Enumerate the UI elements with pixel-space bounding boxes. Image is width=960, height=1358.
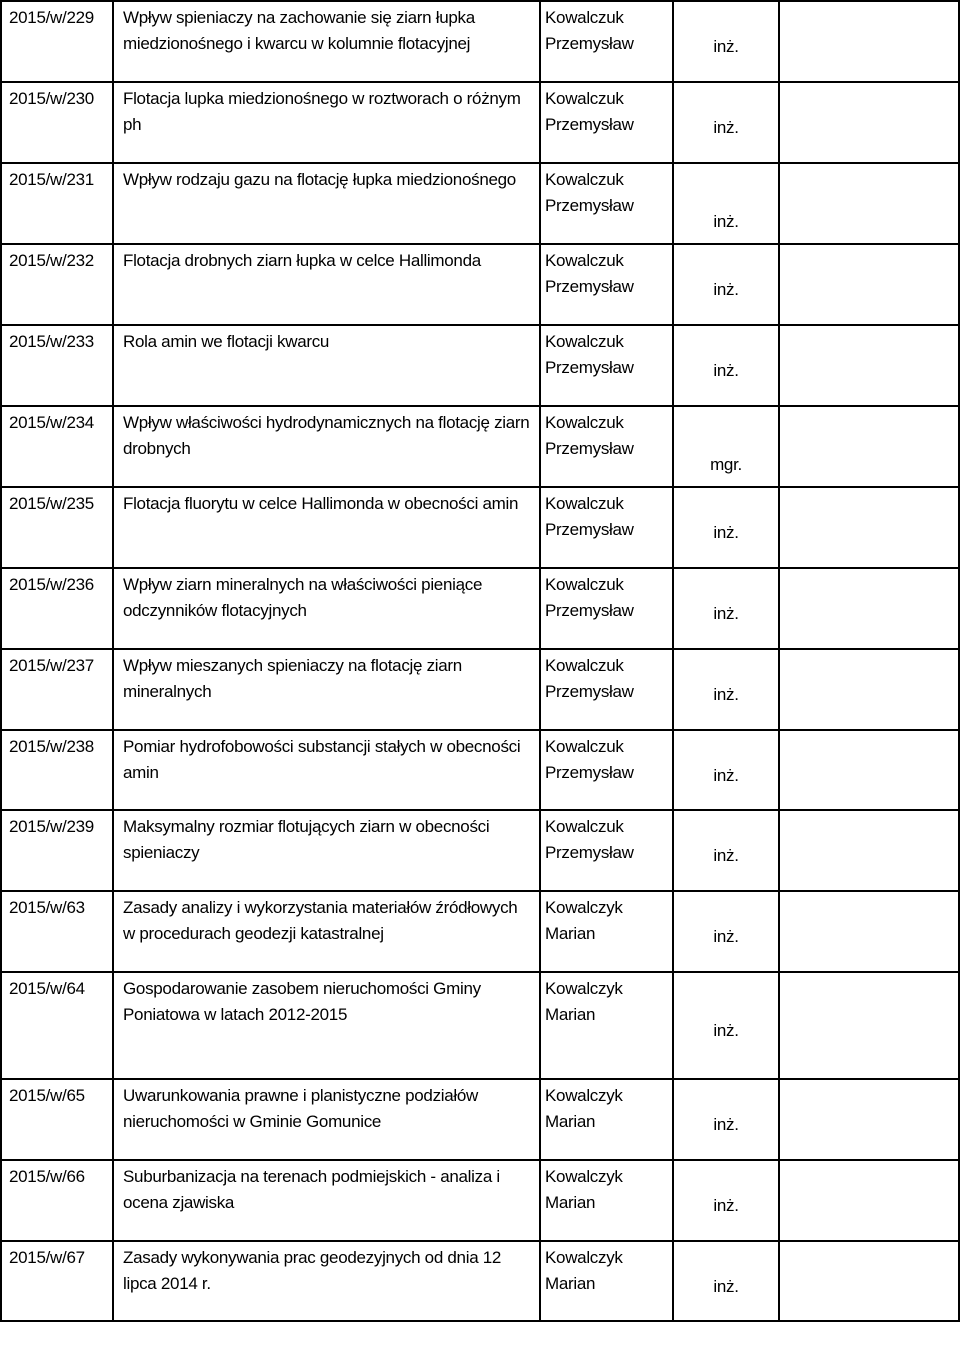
thesis-title-cell [113,891,540,972]
supervisor-surname: Kowalczyk [545,1167,623,1186]
empty-cell [779,568,959,649]
supervisor-surname: Kowalczuk [545,8,624,27]
supervisor-surname: Kowalczuk [545,817,624,836]
degree-cell [673,568,779,649]
degree-label: inż. [713,212,739,231]
supervisor-cell [540,1241,673,1321]
empty-cell [779,406,959,487]
thesis-title-cell [113,244,540,325]
empty-cell [779,1241,959,1321]
degree-cell [673,730,779,810]
thesis-title-cell [113,649,540,730]
degree-label: inż. [713,685,739,704]
thesis-title-line: lipca 2014 r. [123,1274,211,1293]
empty-cell [779,649,959,730]
thesis-id-cell: 2015/w/230 [1,82,113,163]
degree-label: inż. [713,37,739,56]
table-row [1,82,959,163]
thesis-title-line: Zasady wykonywania prac geodezyjnych od dnia 12 [123,1248,502,1267]
degree-label: inż. [713,604,739,623]
supervisor-cell [540,406,673,487]
supervisor-first-name: Marian [545,924,596,943]
degree-cell [673,244,779,325]
thesis-title-cell [113,82,540,163]
degree-label: inż. [713,1277,739,1296]
supervisor-first-name: Przemysław [545,601,634,620]
thesis-title-line: ocena zjawiska [123,1193,235,1212]
thesis-title-line: Wpływ mieszanych spieniaczy na flotację ziarn [123,656,462,675]
supervisor-surname: Kowalczuk [545,737,624,756]
empty-cell [779,244,959,325]
thesis-id-cell: 2015/w/233 [1,325,113,406]
table-row [1,487,959,568]
degree-cell [673,406,779,487]
supervisor-cell [540,568,673,649]
thesis-id-cell: 2015/w/66 [1,1160,113,1241]
degree-cell [673,1160,779,1241]
thesis-title-line: spieniaczy [123,843,200,862]
empty-cell [779,891,959,972]
thesis-title-cell [113,1079,540,1160]
supervisor-surname: Kowalczuk [545,251,624,270]
degree-cell [673,1,779,82]
thesis-title-line: mineralnych [123,682,212,701]
thesis-title-line: nieruchomości w Gminie Gomunice [123,1112,382,1131]
thesis-id-cell: 2015/w/236 [1,568,113,649]
table-row [1,1079,959,1160]
supervisor-first-name: Przemysław [545,763,634,782]
supervisor-cell [540,1160,673,1241]
supervisor-surname: Kowalczyk [545,1086,623,1105]
thesis-title-line: amin [123,763,159,782]
supervisor-surname: Kowalczuk [545,332,624,351]
thesis-title-line: Wpływ ziarn mineralnych na właściwości pieniące [123,575,483,594]
supervisor-cell [540,649,673,730]
degree-cell [673,82,779,163]
table-row [1,1241,959,1321]
supervisor-first-name: Przemysław [545,439,634,458]
supervisor-first-name: Marian [545,1193,596,1212]
supervisor-first-name: Przemysław [545,196,634,215]
supervisor-first-name: Przemysław [545,682,634,701]
thesis-title-cell [113,163,540,244]
supervisor-cell [540,730,673,810]
supervisor-cell [540,1,673,82]
table-row [1,244,959,325]
supervisor-cell [540,325,673,406]
supervisor-cell [540,1079,673,1160]
degree-label: inż. [713,846,739,865]
thesis-title-line: Maksymalny rozmiar flotujących ziarn w obecności [123,817,490,836]
table-row [1,1,959,82]
thesis-id-cell: 2015/w/229 [1,1,113,82]
degree-cell [673,649,779,730]
degree-label: mgr. [710,455,742,474]
supervisor-cell [540,810,673,891]
supervisor-cell [540,163,673,244]
supervisor-first-name: Przemysław [545,34,634,53]
thesis-title-cell [113,568,540,649]
thesis-title-line: Pomiar hydrofobowości substancji stałych w obecności [123,737,521,756]
thesis-title-line: Wpływ rodzaju gazu na flotację łupka miedzionośnego [123,170,516,189]
supervisor-first-name: Marian [545,1274,596,1293]
table-row [1,972,959,1079]
thesis-title-cell [113,1160,540,1241]
degree-cell [673,810,779,891]
table-row [1,406,959,487]
thesis-title-cell [113,325,540,406]
degree-cell [673,163,779,244]
table-row [1,568,959,649]
degree-label: inż. [713,1115,739,1134]
thesis-id-cell: 2015/w/232 [1,244,113,325]
empty-cell [779,1,959,82]
thesis-title-line: Flotacja fluorytu w celce Hallimonda w obecności amin [123,494,519,513]
supervisor-surname: Kowalczyk [545,1248,623,1267]
supervisor-surname: Kowalczuk [545,656,624,675]
supervisor-first-name: Przemysław [545,277,634,296]
empty-cell [779,163,959,244]
degree-label: inż. [713,361,739,380]
supervisor-first-name: Przemysław [545,115,634,134]
thesis-id-cell: 2015/w/67 [1,1241,113,1321]
supervisor-first-name: Marian [545,1112,596,1131]
empty-cell [779,810,959,891]
degree-cell [673,1079,779,1160]
supervisor-surname: Kowalczuk [545,170,624,189]
thesis-id-cell: 2015/w/231 [1,163,113,244]
thesis-title-cell [113,487,540,568]
empty-cell [779,325,959,406]
thesis-title-line: Rola amin we flotacji kwarcu [123,332,330,351]
supervisor-cell [540,82,673,163]
thesis-table-body [1,1,959,1321]
table-row [1,163,959,244]
thesis-title-line: Wpływ spieniaczy na zachowanie się ziarn łupka [123,8,475,27]
thesis-title-cell [113,1241,540,1321]
degree-label: inż. [713,523,739,542]
thesis-id-cell: 2015/w/64 [1,972,113,1079]
empty-cell [779,972,959,1079]
supervisor-surname: Kowalczuk [545,89,624,108]
supervisor-first-name: Marian [545,1005,596,1024]
degree-cell [673,325,779,406]
thesis-id-cell: 2015/w/239 [1,810,113,891]
supervisor-first-name: Przemysław [545,520,634,539]
empty-cell [779,1160,959,1241]
thesis-id-cell: 2015/w/65 [1,1079,113,1160]
supervisor-cell [540,487,673,568]
thesis-title-line: Gospodarowanie zasobem nieruchomości Gminy [123,979,481,998]
supervisor-surname: Kowalczuk [545,413,624,432]
thesis-title-cell [113,730,540,810]
degree-cell [673,487,779,568]
degree-cell [673,891,779,972]
thesis-id-cell: 2015/w/237 [1,649,113,730]
supervisor-surname: Kowalczuk [545,494,624,513]
thesis-title-cell [113,810,540,891]
degree-label: inż. [713,1196,739,1215]
table-row [1,1160,959,1241]
degree-label: inż. [713,766,739,785]
supervisor-surname: Kowalczyk [545,898,623,917]
supervisor-cell [540,244,673,325]
thesis-id-cell: 2015/w/235 [1,487,113,568]
degree-label: inż. [713,927,739,946]
thesis-title-line: w procedurach geodezji katastralnej [123,924,384,943]
thesis-title-line: Poniatowa w latach 2012-2015 [123,1005,348,1024]
supervisor-first-name: Przemysław [545,843,634,862]
thesis-title-line: miedzionośnego i kwarcu w kolumnie flotacyjnej [123,34,471,53]
degree-cell [673,972,779,1079]
thesis-title-line: Wpływ właściwości hydrodynamicznych na flotację ziarn [123,413,530,432]
thesis-id-cell: 2015/w/234 [1,406,113,487]
supervisor-first-name: Przemysław [545,358,634,377]
degree-label: inż. [713,280,739,299]
thesis-title-line: Suburbanizacja na terenach podmiejskich - analiza i [123,1167,500,1186]
supervisor-cell [540,891,673,972]
thesis-title-line: Flotacja lupka miedzionośnego w roztworach o różnym [123,89,521,108]
degree-label: inż. [713,1021,739,1040]
thesis-title-cell [113,406,540,487]
empty-cell [779,730,959,810]
degree-label: inż. [713,118,739,137]
empty-cell [779,82,959,163]
supervisor-surname: Kowalczyk [545,979,623,998]
table-row [1,325,959,406]
table-row [1,810,959,891]
thesis-title-line: ph [123,115,142,134]
thesis-title-line: Zasady analizy i wykorzystania materiałów źródłowych [123,898,518,917]
thesis-id-cell: 2015/w/63 [1,891,113,972]
supervisor-surname: Kowalczuk [545,575,624,594]
supervisor-cell [540,972,673,1079]
table-row [1,649,959,730]
thesis-title-cell [113,1,540,82]
thesis-title-line: odczynników flotacyjnych [123,601,307,620]
empty-cell [779,1079,959,1160]
table-row [1,891,959,972]
thesis-title-line: drobnych [123,439,191,458]
thesis-title-line: Uwarunkowania prawne i planistyczne podziałów [123,1086,479,1105]
thesis-title-line: Flotacja drobnych ziarn łupka w celce Hallimonda [123,251,481,270]
thesis-title-cell [113,972,540,1079]
degree-cell [673,1241,779,1321]
empty-cell [779,487,959,568]
table-row [1,730,959,810]
thesis-id-cell: 2015/w/238 [1,730,113,810]
